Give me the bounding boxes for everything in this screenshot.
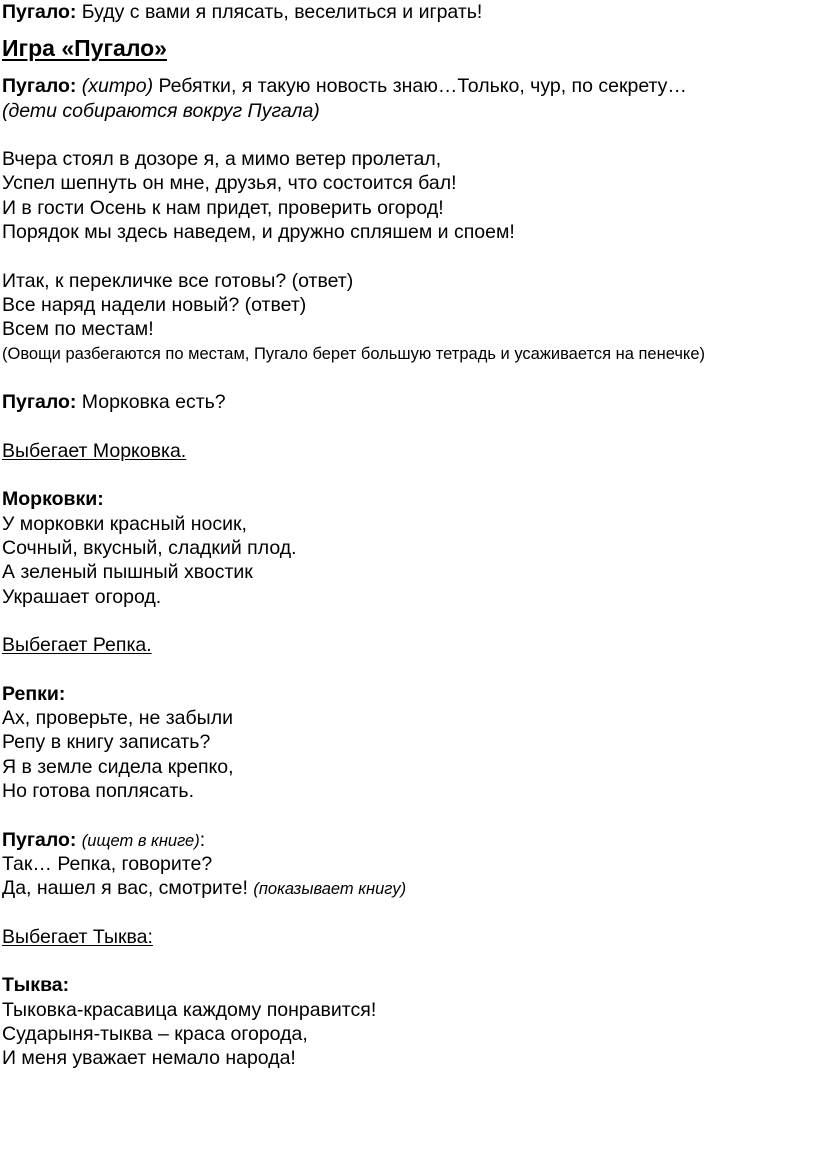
verse-line: Украшает огород. xyxy=(2,585,162,608)
scarecrow-line-2 xyxy=(2,74,814,98)
document-page xyxy=(2,0,814,1070)
scarecrow-line-4 xyxy=(2,828,814,852)
scarecrow-line-1 xyxy=(2,0,814,24)
speech-colon: : xyxy=(199,828,206,851)
verse-line: У морковки красный носик, xyxy=(2,512,247,535)
verse-line: Репу в книгу записать? xyxy=(2,731,211,754)
speaker-name: Пугало: xyxy=(2,1,77,23)
verse-line: А зеленый пышный хвостик xyxy=(2,561,253,584)
verse-line: Итак, к перекличке все готовы? (ответ) xyxy=(2,269,354,292)
verse-line: Сударыня-тыква – краса огорода, xyxy=(2,1022,308,1045)
stage-direction: (дети собираются вокруг Пугала) xyxy=(2,99,320,122)
verse-line: И в гости Осень к нам придет, проверить огород! xyxy=(2,196,444,219)
entrance-note: Выбегает Репка. xyxy=(2,634,152,657)
speech-text: Ребятки, я такую новость знаю…Только, чур, по секрету… xyxy=(153,75,687,98)
speech-text: Морковка есть? xyxy=(76,391,226,414)
verse-line: Вчера стоял в дозоре я, а мимо ветер пролетал, xyxy=(2,148,442,171)
verse-line: Все наряд надели новый? (ответ) xyxy=(2,293,307,316)
stage-remark: (показывает книгу) xyxy=(253,880,407,899)
speaker-name: Репки: xyxy=(2,682,66,705)
verse-line: И меня уважает немало народа! xyxy=(2,1047,296,1070)
verse-line: Ах, проверьте, не забыли xyxy=(2,707,233,730)
speech-text: Да, нашел я вас, смотрите! xyxy=(2,877,254,900)
verse-line: Сочный, вкусный, сладкий плод. xyxy=(2,536,297,559)
verse-line-with-remark xyxy=(2,876,814,900)
verse-line: Но готова поплясать. xyxy=(2,779,194,802)
verse-line: Успел шепнуть он мне, друзья, что состоится бал! xyxy=(2,172,457,195)
verse-line: Порядок мы здесь наведем, и дружно спляшем и споем! xyxy=(2,221,515,244)
section-heading: Игра «Пугало» xyxy=(2,35,167,62)
entrance-note: Выбегает Тыква: xyxy=(2,925,153,948)
verse-line: Тыковка-красавица каждому понравится! xyxy=(2,998,377,1021)
speech-text: Буду с вами я плясать, веселиться и играть! xyxy=(76,1,483,23)
verse-line: Так… Репка, говорите? xyxy=(2,852,213,875)
stage-remark: (хитро) xyxy=(81,75,154,98)
verse-line: Всем по местам! xyxy=(2,318,154,341)
speaker-name: Морковки: xyxy=(2,488,104,511)
speaker-name: Тыква: xyxy=(2,974,70,997)
stage-direction: (Овощи разбегаются по местам, Пугало берет большую тетрадь и усаживается на пенечке) xyxy=(2,344,705,363)
stage-remark: (ищет в книге) xyxy=(81,831,200,850)
speaker-name: Пугало: xyxy=(2,828,77,851)
speaker-name: Пугало: xyxy=(2,75,77,98)
speaker-name: Пугало: xyxy=(2,391,77,414)
scarecrow-line-3 xyxy=(2,390,814,414)
verse-line: Я в земле сидела крепко, xyxy=(2,755,234,778)
entrance-note: Выбегает Морковка. xyxy=(2,439,187,462)
